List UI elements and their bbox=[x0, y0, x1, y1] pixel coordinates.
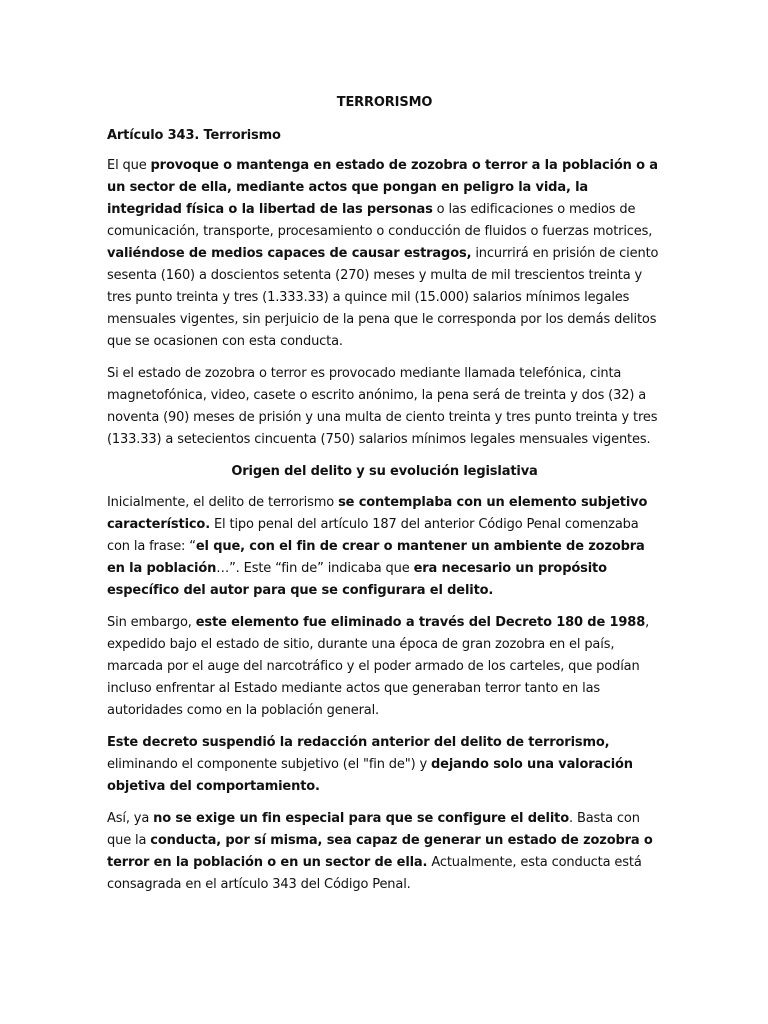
paragraph bbox=[107, 155, 662, 353]
text-segment: , expedido bajo el estado de sitio, durante una época de gran zozobra en el país, marcada por el auge del narcotráfico y el poder armado de los carteles, que podían incluso enfrentar al Estado mediante actos que generaban terror tanto en las autoridades como en la población general. bbox=[107, 615, 650, 718]
bold-text-segment: este elemento fue eliminado a través del Decreto 180 de 1988 bbox=[195, 615, 646, 630]
paragraph bbox=[107, 492, 662, 602]
text-segment: Inicialmente, el delito de terrorismo bbox=[107, 495, 339, 510]
text-segment: eliminando el componente subjetivo (el "fin de") y bbox=[107, 757, 432, 772]
text-segment: El tipo penal del artículo 187 del anterior Código Penal comenzaba con la frase: “ bbox=[107, 517, 639, 554]
text-segment: Así, ya bbox=[107, 811, 154, 826]
article-heading: Artículo 343. Terrorismo bbox=[107, 128, 281, 143]
bold-text-segment: provoque o mantenga en estado de zozobra o terror a la población o a un sector de ella, mediante actos que pongan en peligro la vida, la integridad física o la libertad de las personas bbox=[107, 158, 658, 217]
section-text bbox=[107, 492, 662, 896]
bold-text-segment: se contemplaba con un elemento subjetivo característico. bbox=[107, 495, 648, 532]
bold-text-segment: no se exige un fin especial para que se configure el delito bbox=[153, 811, 569, 826]
text-segment: incurrirá en prisión de ciento sesenta (160) a doscientos setenta (270) meses y multa de mil trescientos treinta y tres punto treinta y tres (1.333.33) a quince mil (15.000) salarios mínimos legales mensuales vigentes, sin perjuicio de la pena que le corresponda por los demás delitos que se ocasionen con esta conducta. bbox=[107, 246, 659, 349]
text-segment: …”. Este “fin de” indicaba que bbox=[216, 561, 414, 576]
text-segment: Sin embargo, bbox=[107, 615, 196, 630]
bold-text-segment: conducta, por sí misma, sea capaz de generar un estado de zozobra o terror en la población o en un sector de ella. bbox=[107, 833, 653, 870]
text-segment: El que bbox=[107, 158, 151, 173]
document-title: TERRORISMO bbox=[336, 95, 433, 110]
paragraph bbox=[107, 363, 662, 451]
paragraph bbox=[107, 732, 662, 798]
bold-text-segment: dejando solo una valoración objetiva del comportamiento. bbox=[107, 757, 633, 794]
text-segment: o las edificaciones o medios de comunicación, transporte, procesamiento o conducción de fluidos o fuerzas motrices, bbox=[107, 202, 653, 239]
paragraph bbox=[107, 808, 662, 896]
document-body bbox=[107, 92, 662, 906]
text-segment: . Basta con que la bbox=[107, 811, 640, 848]
text-segment: Si el estado de zozobra o terror es provocado mediante llamada telefónica, cinta magnetofónica, video, casete o escrito anónimo, la pena será de treinta y dos (32) a noventa (90) meses de prisión y una multa de ciento treinta y tres punto treinta y tres (133.33) a setecientos cincuenta (750) salarios mínimos legales mensuales vigentes. bbox=[107, 366, 658, 447]
bold-text-segment: Este decreto suspendió la redacción anterior del delito de terrorismo, bbox=[107, 735, 610, 750]
article-text bbox=[107, 155, 662, 451]
bold-text-segment: valiéndose de medios capaces de causar estragos, bbox=[107, 246, 472, 261]
paragraph bbox=[107, 612, 662, 722]
text-segment: Actualmente, esta conducta está consagrada en el artículo 343 del Código Penal. bbox=[107, 855, 642, 892]
section-heading: Origen del delito y su evolución legislativa bbox=[231, 464, 538, 479]
bold-text-segment: el que, con el fin de crear o mantener un ambiente de zozobra en la población bbox=[107, 539, 645, 576]
bold-text-segment: era necesario un propósito específico del autor para que se configurara el delito. bbox=[107, 561, 607, 598]
